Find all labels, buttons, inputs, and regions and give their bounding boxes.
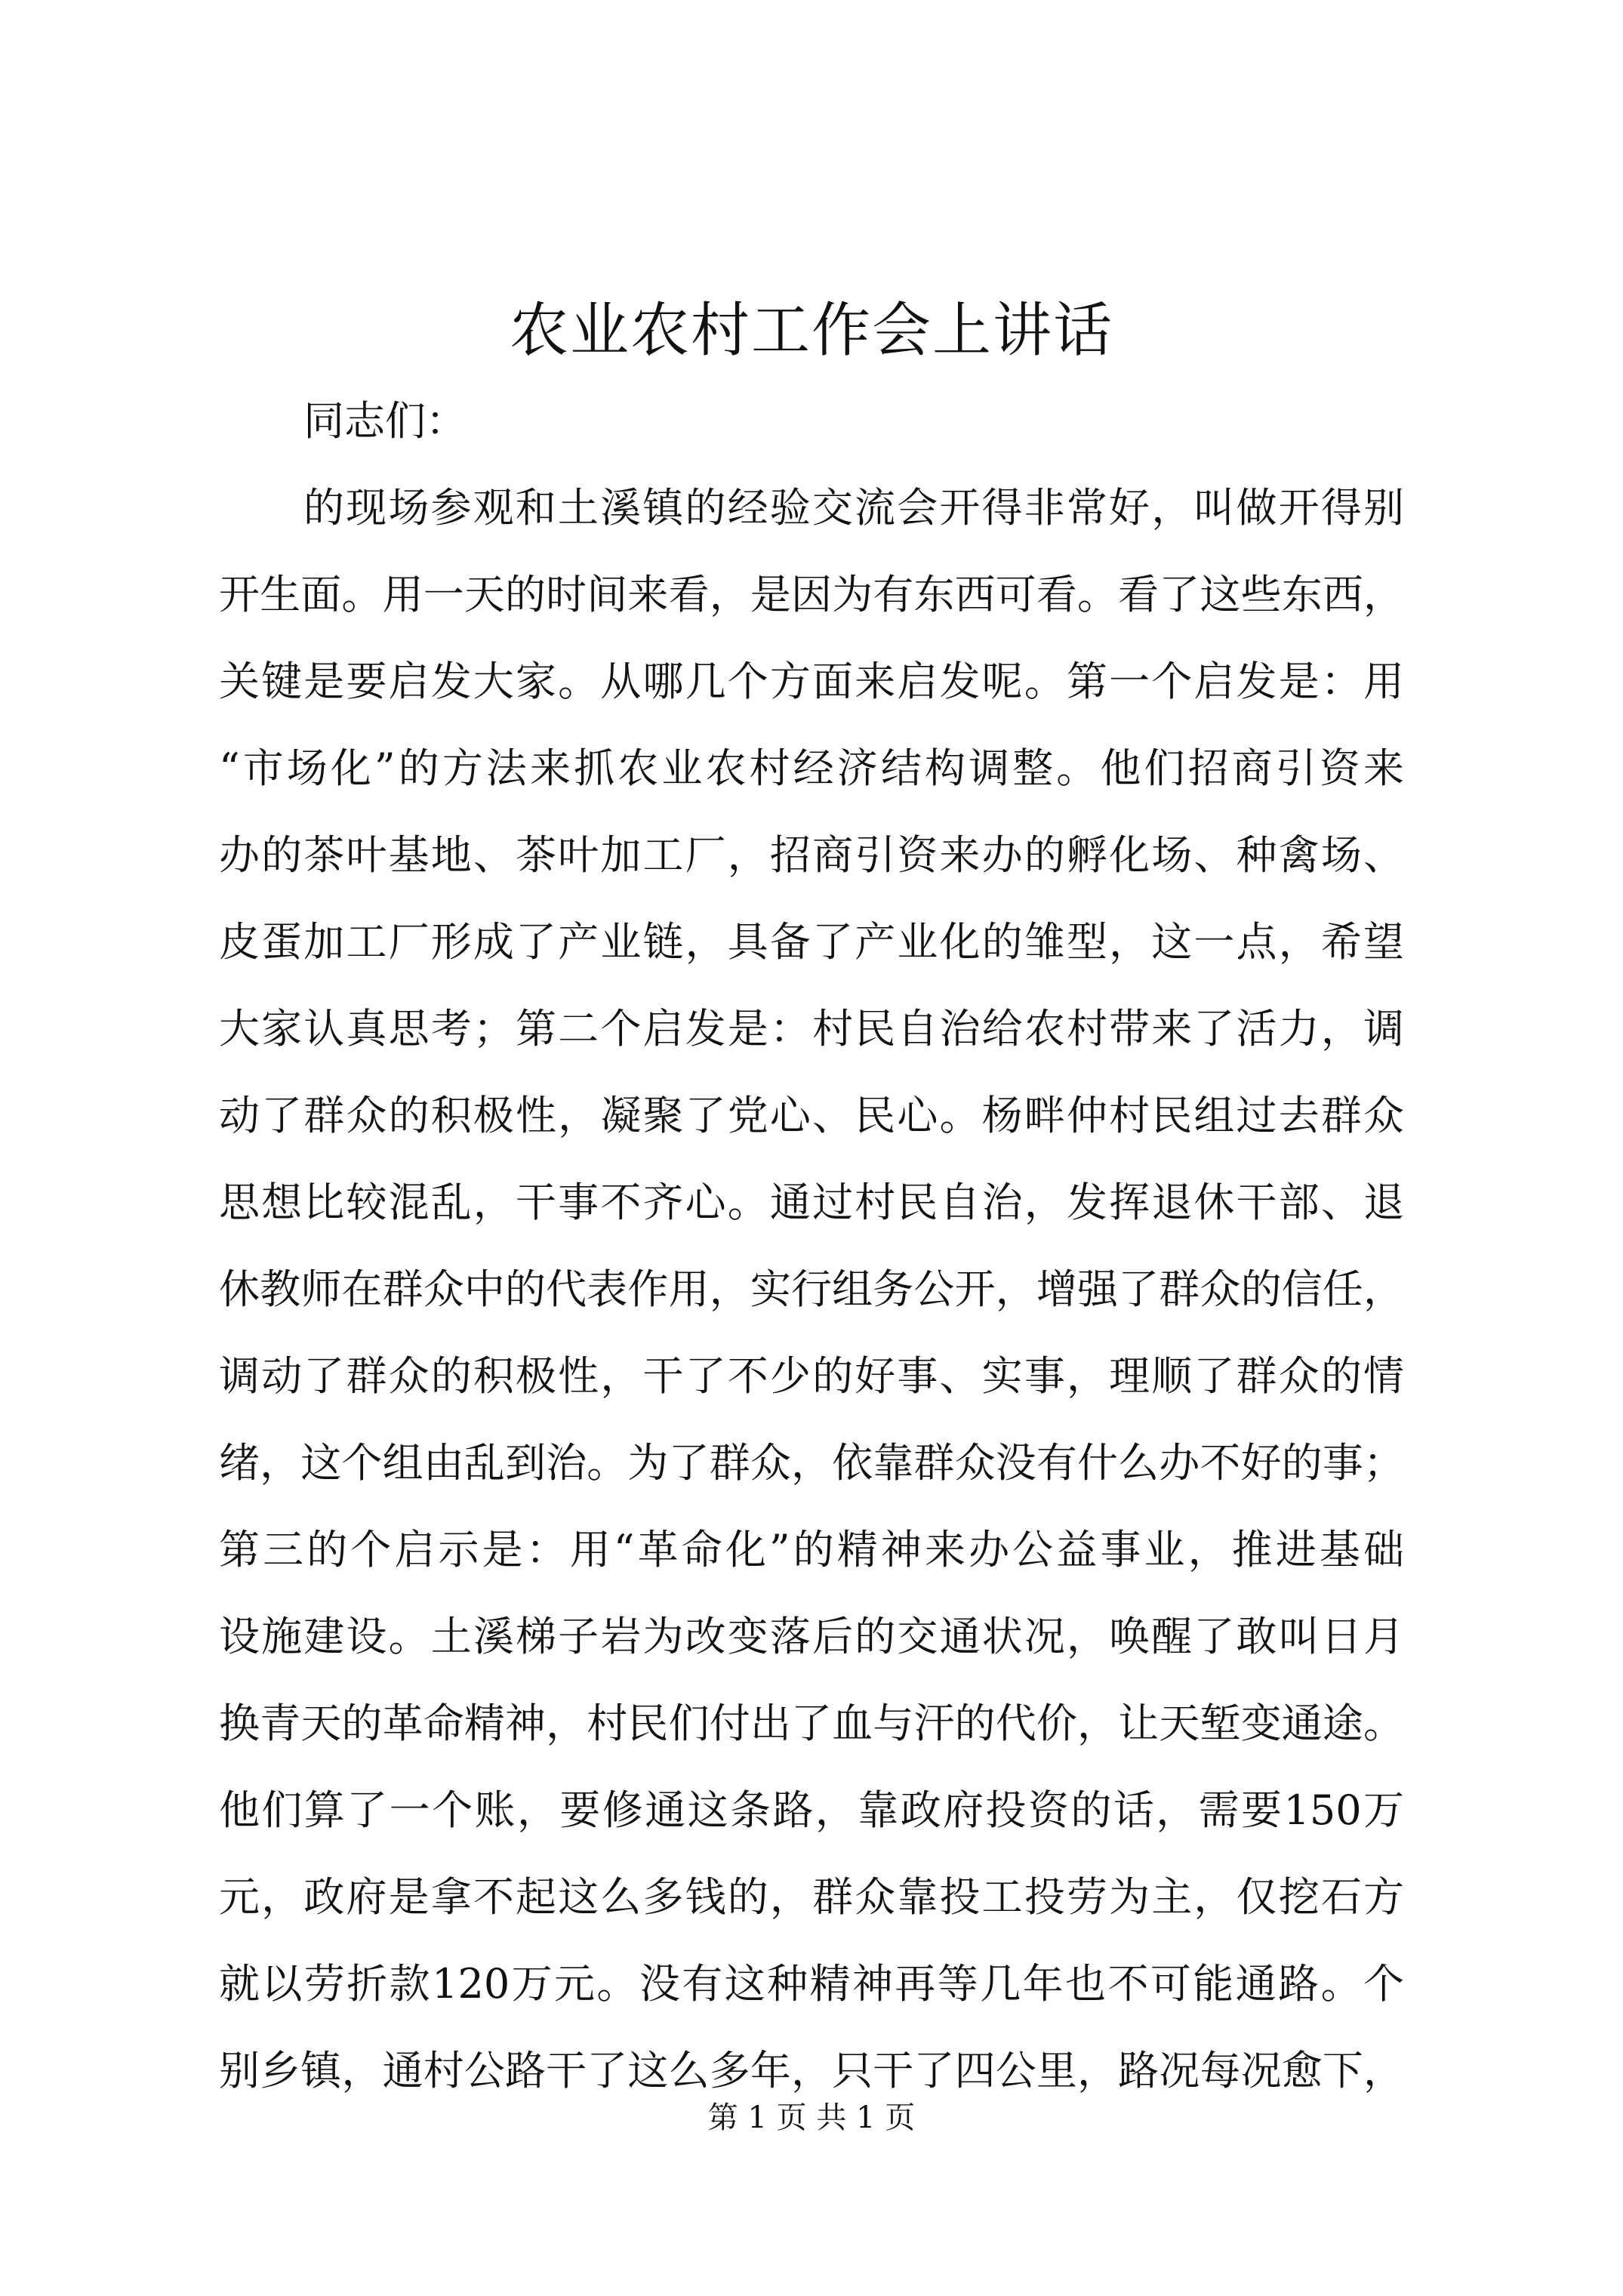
paragraph-line: 皮蛋加工厂形成了产业链，具备了产业化的雏型，这一点，希望 [219,918,1404,966]
paragraph-line: 休教师在群众中的代表作用，实行组务公开，增强了群众的信任， [219,1265,1404,1313]
paragraph-line: 调动了群众的积极性，干了不少的好事、实事，理顺了群众的情 [219,1352,1404,1400]
paragraph-line: 办的茶叶基地、茶叶加工厂，招商引资来办的孵化场、种禽场、 [219,831,1404,879]
paragraph-line: 别乡镇，通村公路干了这么多年，只干了四公里，路况每况愈下， [219,2047,1404,2094]
paragraph-line: 大家认真思考；第二个启发是：村民自治给农村带来了活力，调 [219,1005,1404,1052]
paragraph-line: 关键是要启发大家。从哪几个方面来启发呢。第一个启发是：用 [219,658,1404,705]
paragraph-line: “市场化”的方法来抓农业农村经济结构调整。他们招商引资来 [219,744,1404,792]
paragraph-line: 他们算了一个账，要修通这条路，靠政府投资的话，需要150万 [219,1786,1404,1834]
page-number-footer: 第 1 页 共 1 页 [707,2100,916,2135]
paragraph-line: 第三的个启示是：用“革命化”的精神来办公益事业，推进基础 [219,1526,1404,1573]
paragraph-line: 设施建设。土溪梯子岩为改变落后的交通状况，唤醒了敢叫日月 [219,1613,1404,1660]
paragraph-line: 动了群众的积极性，凝聚了党心、民心。杨畔仲村民组过去群众 [219,1092,1404,1139]
paragraph-line: 元，政府是拿不起这么多钱的，群众靠投工投劳为主，仅挖石方 [219,1873,1404,1921]
paragraph-line: 绪，这个组由乱到治。为了群众，依靠群众没有什么办不好的事； [219,1439,1404,1487]
paragraph-line: 思想比较混乱，干事不齐心。通过村民自治，发挥退休干部、退 [219,1179,1404,1226]
paragraph-line: 的现场参观和土溪镇的经验交流会开得非常好，叫做开得别 [303,484,1404,532]
paragraph-line: 开生面。用一天的时间来看，是因为有东西可看。看了这些东西， [219,571,1404,618]
paragraph-line: 换青天的革命精神，村民们付出了血与汗的代价，让天堑变通途。 [219,1700,1404,1747]
greeting-line: 同志们： [303,397,467,445]
document-title: 农业农村工作会上讲话 [509,297,1113,365]
document-body [219,378,1404,2114]
paragraph-line: 就以劳折款120万元。没有这种精神再等几年也不可能通路。个 [219,1960,1404,2008]
